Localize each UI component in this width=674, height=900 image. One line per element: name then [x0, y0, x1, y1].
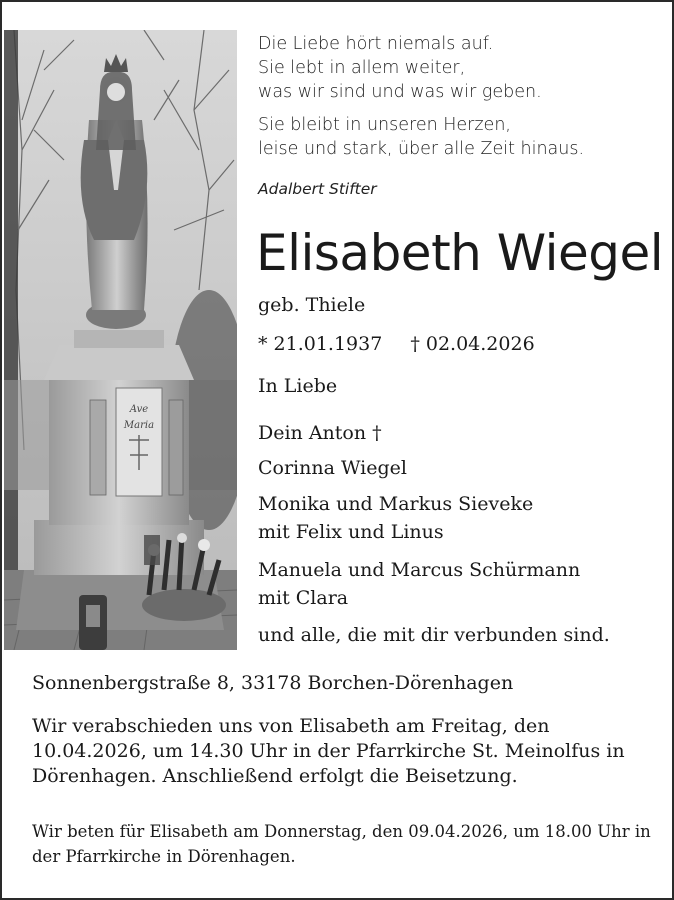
svg-text:Ave: Ave	[129, 404, 149, 415]
prayer-info: Wir beten für Elisabeth am Donnerstag, den 09.04.2026, um 18.00 Uhr in der Pfarrkirche in Dörenhagen.	[32, 822, 651, 866]
poem-line: was wir sind und was wir geben.	[258, 82, 542, 102]
mourner-line: Corinna Wiegel	[258, 457, 407, 479]
death-date: † 02.04.2026	[410, 333, 535, 355]
poem-stanza-1	[258, 32, 584, 104]
mourner-line: Monika und Markus Sieveke	[258, 493, 534, 515]
deceased-name: Elisabeth Wiegel	[256, 224, 664, 282]
poem-line: leise und stark, über alle Zeit hinaus.	[258, 139, 585, 159]
birth-date: * 21.01.1937	[258, 333, 383, 355]
svg-text:Maria: Maria	[123, 420, 155, 431]
mourner-line: Manuela und Marcus Schürmann	[258, 559, 581, 581]
life-dates	[258, 333, 535, 355]
mourner-line: und alle, die mit dir verbunden sind.	[258, 624, 610, 646]
poem	[258, 32, 584, 161]
poem-line: Sie lebt in allem weiter,	[258, 58, 466, 78]
poem-author: Adalbert Stifter	[258, 180, 377, 198]
madonna-statue-image	[4, 30, 237, 650]
memorial-photo	[4, 30, 237, 650]
address: Sonnenbergstraße 8, 33178 Borchen-Dörenhagen	[32, 672, 514, 694]
poem-line: Sie bleibt in unseren Herzen,	[258, 115, 511, 135]
birth-name: geb. Thiele	[258, 294, 366, 316]
mourners-intro: In Liebe	[258, 375, 338, 397]
funeral-info: Wir verabschieden uns von Elisabeth am Freitag, den 10.04.2026, um 14.30 Uhr in der Pfarrkirche St. Meinolfus in Dörenhagen. Anschließend erfolgt die Beisetzung.	[32, 715, 625, 787]
poem-line: Die Liebe hört niemals auf.	[258, 34, 494, 54]
mourner-line: mit Clara	[258, 587, 349, 609]
poem-stanza-2	[258, 113, 584, 161]
mourner-line: mit Felix und Linus	[258, 521, 444, 543]
mourner-line: Dein Anton †	[258, 422, 382, 444]
